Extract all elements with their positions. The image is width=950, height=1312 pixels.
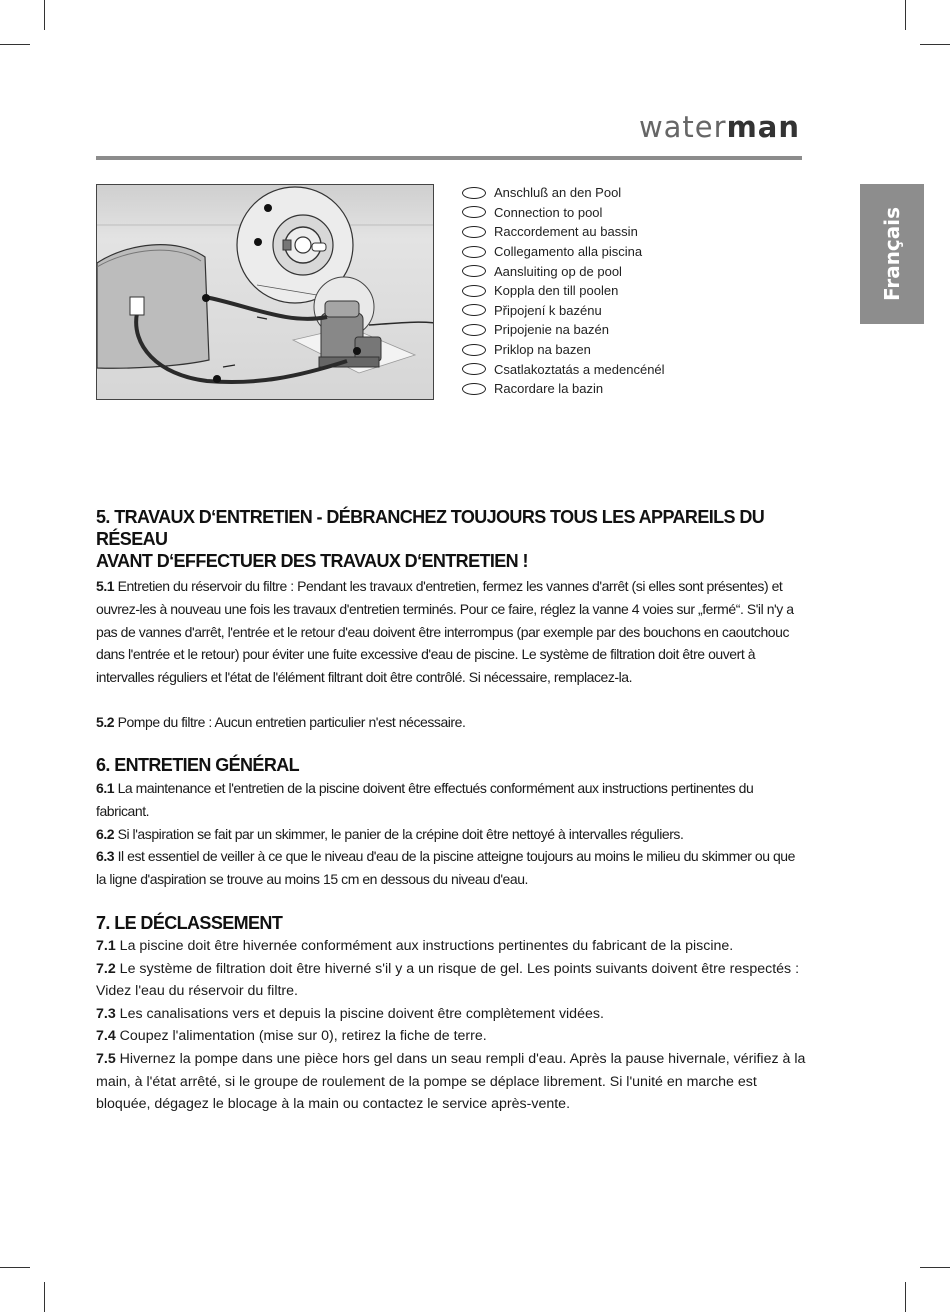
section-7-decommissioning [96,912,806,1116]
country-oval-icon [462,226,486,238]
paragraph-5-2: 5.2 Pompe du filtre : Aucun entretien particulier n'est nécessaire. [96,713,466,730]
legend-item: Csatlakoztatás a medencénél [462,359,665,379]
legend-item: Připojení k bazénu [462,301,665,321]
crop-mark [44,0,45,30]
crop-mark [905,1282,906,1312]
crop-mark [0,44,30,45]
paragraph-7-5: 7.5 Hivernez la pompe dans une pièce hors gel dans un seau rempli d'eau. Après la pause hivernale, vérifiez à la main, à l'état arrêté, si le groupe de roulement de la pompe se déplace librement. Si l'unité en marche est bloquée, dégagez le blocage à la main ou contactez le service après-vente. [96,1050,806,1113]
legend-item: Connection to pool [462,203,665,223]
paragraph-7-4: 7.4 Coupez l'alimentation (mise sur 0), retirez la fiche de terre. [96,1028,487,1045]
section-5-heading: 5. TRAVAUX D‘ENTRETIEN - DÉBRANCHEZ TOUJOURS TOUS LES APPAREILS DU RÉSEAU AVANT D‘EFFECTUER DES TRAVAUX D‘ENTRETIEN ! [96,507,765,571]
legend-item: Pripojenie na bazén [462,320,665,340]
country-oval-icon [462,246,486,258]
legend-item: Racordare la bazin [462,379,665,399]
header-rule [96,156,802,160]
paragraph-7-3: 7.3 Les canalisations vers et depuis la piscine doivent être complètement vidées. [96,1005,604,1022]
country-oval-icon [462,383,486,395]
paragraph-7-1: 7.1 La piscine doit être hivernée conformément aux instructions pertinentes du fabricant de la piscine. [96,938,734,954]
section-6-heading: 6. ENTRETIEN GÉNÉRAL [96,755,300,775]
legend-item: Priklop na bazen [462,340,665,360]
paragraph-5-1: 5.1 Entretien du réservoir du filtre : Pendant les travaux d'entretien, fermez les vannes d'arrêt (si elles sont présentes) et ouvrez-les à nouveau une fois les travaux d'entretien terminés. Pour ce faire, réglez la vanne 4 voies sur „fermé“. S'il n'y a pas de vannes d'arrêt, l'entrée et le retour d'eau doivent être interrompus (par exemple par des bouchons en caoutchouc dans l'entrée et le retour) pour éviter une fuite excessive d'eau de piscine. Le système de filtration doit être ouvert à intervalles réguliers et l'état de l'élément filtrant doit être contrôlé. Si nécessaire, remplacez-la. [96,578,794,686]
country-oval-icon [462,304,486,316]
crop-mark [0,1267,30,1268]
crop-mark [905,0,906,30]
legend-item: Collegamento alla piscina [462,242,665,262]
legend-item: Anschluß an den Pool [462,183,665,203]
paragraph-6-1: 6.1 La maintenance et l'entretien de la piscine doivent être effectués conformément aux instructions pertinentes du fabricant. [96,780,754,819]
country-oval-icon [462,324,486,336]
language-tab [860,184,924,324]
section-5-maintenance [96,506,806,734]
pool-connection-drawing [97,185,434,400]
crop-mark [920,44,950,45]
crop-mark [920,1267,950,1268]
legend-item: Raccordement au bassin [462,222,665,242]
connection-legend [462,183,665,399]
country-oval-icon [462,206,486,218]
pool-connection-illustration [96,184,434,400]
country-oval-icon [462,344,486,356]
paragraph-7-2: 7.2 Le système de filtration doit être hiverné s'il y a un risque de gel. Les points suivants doivent être respectés : Videz l'eau du réservoir du filtre. [96,960,800,1000]
paragraph-6-3: 6.3 Il est essentiel de veiller à ce que le niveau d'eau de la piscine atteigne toujours au moins le milieu du skimmer ou que la ligne d'aspiration se trouve au moins 15 cm en dessous du niveau d'eau. [96,848,795,888]
language-label: Français [880,206,904,302]
brand-logo: waterman [638,110,800,144]
section-7-heading: 7. LE DÉCLASSEMENT [96,913,283,933]
section-6-general-maintenance [96,754,806,891]
country-oval-icon [462,265,486,277]
crop-mark [44,1282,45,1312]
country-oval-icon [462,363,486,375]
country-oval-icon [462,285,486,297]
paragraph-6-2: 6.2 Si l'aspiration se fait par un skimmer, le panier de la crépine doit être nettoyé à intervalles réguliers. [96,825,684,842]
legend-item: Aansluiting op de pool [462,261,665,281]
country-oval-icon [462,187,486,199]
legend-item: Koppla den till poolen [462,281,665,301]
